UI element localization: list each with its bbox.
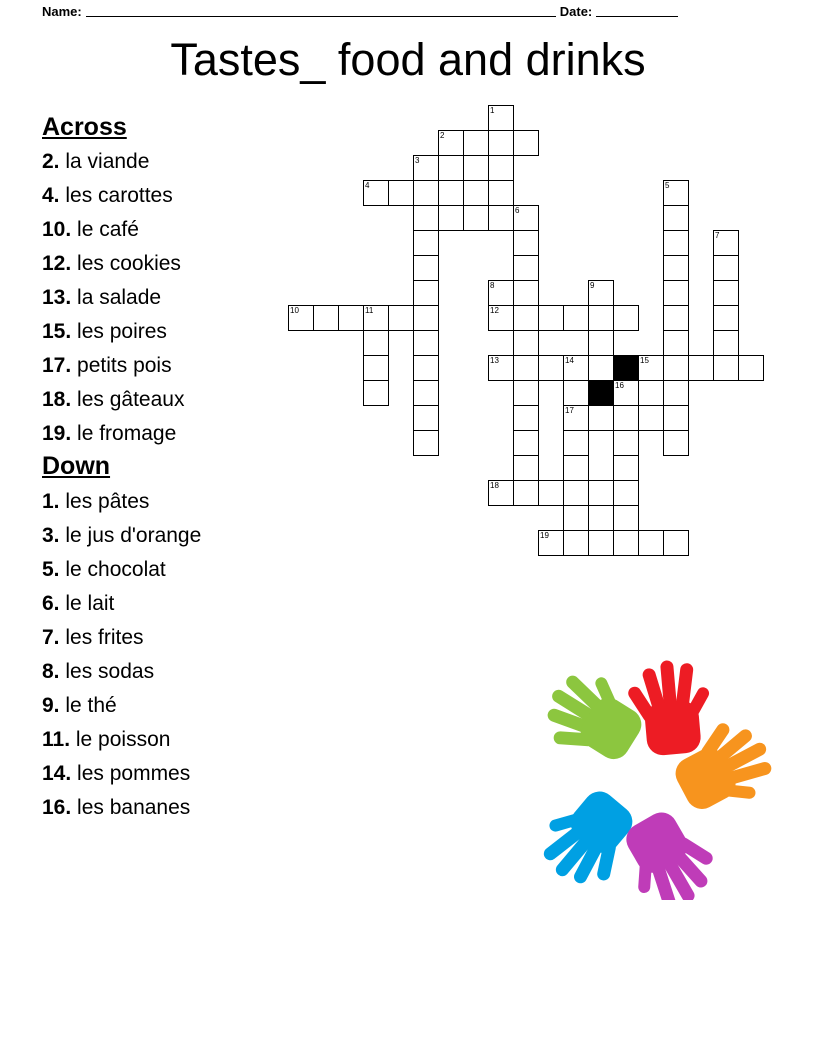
grid-cell[interactable] <box>588 405 614 431</box>
clue-item <box>42 587 302 621</box>
clue-item <box>42 621 302 655</box>
clue-item <box>42 213 302 247</box>
clue-item <box>42 315 302 349</box>
grid-cell[interactable] <box>588 480 614 506</box>
clue-item <box>42 553 302 587</box>
clue-text: le poisson <box>70 727 171 751</box>
grid-cell[interactable] <box>413 405 439 431</box>
clue-text: le chocolat <box>59 557 166 581</box>
name-label: Name: <box>42 3 82 19</box>
grid-cell[interactable] <box>513 330 539 356</box>
grid-cell[interactable] <box>388 305 414 331</box>
grid-cell[interactable] <box>413 380 439 406</box>
clue-text: le jus d'orange <box>59 523 202 547</box>
grid-cell[interactable] <box>513 480 539 506</box>
clue-number: 2. <box>42 150 60 174</box>
grid-cell-number: 15 <box>640 356 649 365</box>
down-heading: Down <box>42 452 111 481</box>
clue-number: 10. <box>42 218 72 242</box>
grid-cell[interactable] <box>488 280 514 306</box>
clue-text: le café <box>71 218 139 242</box>
clue-text: petits pois <box>71 354 172 378</box>
clue-text: les pommes <box>71 761 191 785</box>
grid-cell[interactable] <box>588 355 614 381</box>
clue-text: le fromage <box>71 422 177 446</box>
grid-cell-number: 2 <box>440 131 445 140</box>
grid-cell[interactable] <box>413 255 439 281</box>
clue-item <box>42 757 302 791</box>
clue-item <box>42 723 302 757</box>
grid-cell[interactable] <box>438 155 464 181</box>
clue-text: les frites <box>59 625 144 649</box>
grid-cell-blocked <box>588 380 614 406</box>
grid-cell[interactable] <box>363 180 389 206</box>
grid-cell[interactable] <box>663 180 689 206</box>
date-label: Date: <box>559 3 593 19</box>
clue-number: 9. <box>42 693 60 717</box>
grid-cell[interactable] <box>513 455 539 481</box>
grid-cell[interactable] <box>563 405 589 431</box>
grid-cell-number: 1 <box>490 106 495 115</box>
grid-cell[interactable] <box>588 305 614 331</box>
grid-cell[interactable] <box>713 255 739 281</box>
grid-cell[interactable] <box>513 230 539 256</box>
grid-cell-number: 3 <box>415 156 420 165</box>
clue-text: la salade <box>71 286 162 310</box>
clue-item <box>42 281 302 315</box>
grid-cell[interactable] <box>438 130 464 156</box>
grid-cell[interactable] <box>513 355 539 381</box>
grid-cell[interactable] <box>588 530 614 556</box>
across-clues <box>42 145 302 451</box>
page-title: Tastes_ food and drinks <box>170 34 646 85</box>
grid-cell[interactable] <box>538 305 564 331</box>
date-write-line[interactable] <box>596 5 678 17</box>
grid-cell[interactable] <box>413 180 439 206</box>
grid-cell[interactable] <box>563 380 589 406</box>
clue-text: les bananes <box>71 795 191 819</box>
grid-cell-number: 4 <box>365 181 370 190</box>
grid-cell[interactable] <box>488 130 514 156</box>
clue-number: 7. <box>42 625 60 649</box>
grid-cell[interactable] <box>488 180 514 206</box>
grid-cell[interactable] <box>463 180 489 206</box>
clue-number: 5. <box>42 557 60 581</box>
crossword-grid[interactable] <box>288 105 776 570</box>
grid-cell[interactable] <box>288 305 314 331</box>
clue-text: les sodas <box>59 659 155 683</box>
clue-item <box>42 349 302 383</box>
grid-cell[interactable] <box>513 430 539 456</box>
grid-cell[interactable] <box>413 155 439 181</box>
grid-cell[interactable] <box>663 305 689 331</box>
clue-item <box>42 791 302 825</box>
grid-cell[interactable] <box>488 105 514 131</box>
grid-cell[interactable] <box>713 330 739 356</box>
grid-cell[interactable] <box>638 530 664 556</box>
clue-number: 3. <box>42 523 60 547</box>
grid-cell[interactable] <box>688 355 714 381</box>
clue-list <box>42 112 302 825</box>
grid-cell[interactable] <box>663 355 689 381</box>
grid-cell[interactable] <box>463 205 489 231</box>
grid-cell-number: 16 <box>615 381 624 390</box>
grid-cell[interactable] <box>613 305 639 331</box>
grid-cell[interactable] <box>413 330 439 356</box>
grid-cell[interactable] <box>663 255 689 281</box>
clue-number: 19. <box>42 422 72 446</box>
clue-item <box>42 145 302 179</box>
clue-text: les poires <box>71 320 167 344</box>
grid-cell[interactable] <box>638 405 664 431</box>
grid-cell[interactable] <box>663 230 689 256</box>
grid-cell-number: 9 <box>590 281 595 290</box>
clue-item <box>42 417 302 451</box>
clue-number: 11. <box>42 727 71 751</box>
clue-item <box>42 519 302 553</box>
grid-cell[interactable] <box>563 455 589 481</box>
down-clues <box>42 485 302 825</box>
grid-cell-number: 7 <box>715 231 720 240</box>
grid-cell[interactable] <box>488 480 514 506</box>
clue-text: les gâteaux <box>71 388 185 412</box>
grid-cell-number: 11 <box>365 306 374 315</box>
grid-cell[interactable] <box>538 355 564 381</box>
grid-cell-number: 8 <box>490 281 495 290</box>
clue-item <box>42 179 302 213</box>
grid-cell[interactable] <box>613 530 639 556</box>
across-heading: Across <box>42 113 127 141</box>
grid-cell[interactable] <box>488 355 514 381</box>
grid-cell[interactable] <box>413 230 439 256</box>
clue-number: 8. <box>42 659 60 683</box>
grid-cell[interactable] <box>413 430 439 456</box>
grid-cell[interactable] <box>738 355 764 381</box>
grid-cell[interactable] <box>488 155 514 181</box>
grid-cell[interactable] <box>363 355 389 381</box>
grid-cell[interactable] <box>313 305 339 331</box>
grid-cell[interactable] <box>438 180 464 206</box>
grid-cell[interactable] <box>663 430 689 456</box>
grid-cell-number: 13 <box>490 356 499 365</box>
clue-number: 15. <box>42 320 72 344</box>
grid-cell[interactable] <box>563 305 589 331</box>
grid-cell[interactable] <box>613 405 639 431</box>
grid-cell[interactable] <box>563 480 589 506</box>
clue-number: 18. <box>42 388 72 412</box>
grid-cell[interactable] <box>663 380 689 406</box>
grid-cell-blocked <box>613 355 639 381</box>
clue-number: 6. <box>42 591 60 615</box>
grid-cell[interactable] <box>588 330 614 356</box>
clue-item <box>42 383 302 417</box>
grid-cell[interactable] <box>413 355 439 381</box>
clue-item <box>42 689 302 723</box>
grid-cell[interactable] <box>438 205 464 231</box>
clue-text: le lait <box>59 591 115 615</box>
grid-cell[interactable] <box>513 255 539 281</box>
grid-cell[interactable] <box>513 130 539 156</box>
grid-cell[interactable] <box>463 155 489 181</box>
grid-cell[interactable] <box>388 180 414 206</box>
name-date-line <box>0 0 816 22</box>
clue-number: 12. <box>42 252 72 276</box>
grid-cell[interactable] <box>488 205 514 231</box>
grid-cell[interactable] <box>713 355 739 381</box>
grid-cell[interactable] <box>513 205 539 231</box>
clue-number: 16. <box>42 795 72 819</box>
clue-text: les pâtes <box>59 489 150 513</box>
grid-cell[interactable] <box>513 405 539 431</box>
colored-handprints-graphic <box>520 655 780 900</box>
clue-item <box>42 655 302 689</box>
grid-cell-number: 5 <box>665 181 670 190</box>
grid-cell[interactable] <box>538 480 564 506</box>
grid-cell[interactable] <box>363 305 389 331</box>
grid-cell[interactable] <box>563 530 589 556</box>
grid-cell-number: 10 <box>290 306 299 315</box>
grid-cell-number: 17 <box>565 406 574 415</box>
clue-item <box>42 485 302 519</box>
grid-cell[interactable] <box>663 330 689 356</box>
name-write-line[interactable] <box>86 5 556 17</box>
clue-text: les carottes <box>59 184 173 208</box>
grid-cell[interactable] <box>363 330 389 356</box>
grid-cell[interactable] <box>513 305 539 331</box>
grid-cell[interactable] <box>613 430 639 456</box>
grid-cell-number: 6 <box>515 206 520 215</box>
grid-cell[interactable] <box>638 355 664 381</box>
grid-cell[interactable] <box>588 280 614 306</box>
grid-cell[interactable] <box>538 530 564 556</box>
grid-cell[interactable] <box>613 455 639 481</box>
grid-cell[interactable] <box>338 305 364 331</box>
grid-cell-number: 18 <box>490 481 499 490</box>
clue-text: le thé <box>59 693 117 717</box>
grid-cell[interactable] <box>663 405 689 431</box>
grid-cell[interactable] <box>663 205 689 231</box>
grid-cell[interactable] <box>663 280 689 306</box>
clue-number: 14. <box>42 761 72 785</box>
grid-cell[interactable] <box>563 505 589 531</box>
grid-cell-number: 19 <box>540 531 549 540</box>
grid-cell[interactable] <box>513 280 539 306</box>
clue-text: la viande <box>59 150 150 174</box>
grid-cell[interactable] <box>463 130 489 156</box>
grid-cell[interactable] <box>613 505 639 531</box>
grid-cell-number: 14 <box>565 356 574 365</box>
grid-cell[interactable] <box>713 280 739 306</box>
grid-cell[interactable] <box>513 380 539 406</box>
grid-cell[interactable] <box>413 280 439 306</box>
grid-cell[interactable] <box>488 305 514 331</box>
clue-number: 1. <box>42 489 60 513</box>
grid-cell[interactable] <box>613 380 639 406</box>
clue-number: 13. <box>42 286 72 310</box>
clue-text: les cookies <box>71 252 181 276</box>
grid-cell-number: 12 <box>490 306 499 315</box>
grid-cell[interactable] <box>363 380 389 406</box>
grid-cell[interactable] <box>613 480 639 506</box>
grid-cell[interactable] <box>413 305 439 331</box>
grid-cell[interactable] <box>563 430 589 456</box>
grid-cell[interactable] <box>713 305 739 331</box>
clue-number: 4. <box>42 184 60 208</box>
grid-cell[interactable] <box>563 355 589 381</box>
grid-cell[interactable] <box>663 530 689 556</box>
grid-cell[interactable] <box>713 230 739 256</box>
clue-item <box>42 247 302 281</box>
grid-cell[interactable] <box>413 205 439 231</box>
clue-number: 17. <box>42 354 72 378</box>
